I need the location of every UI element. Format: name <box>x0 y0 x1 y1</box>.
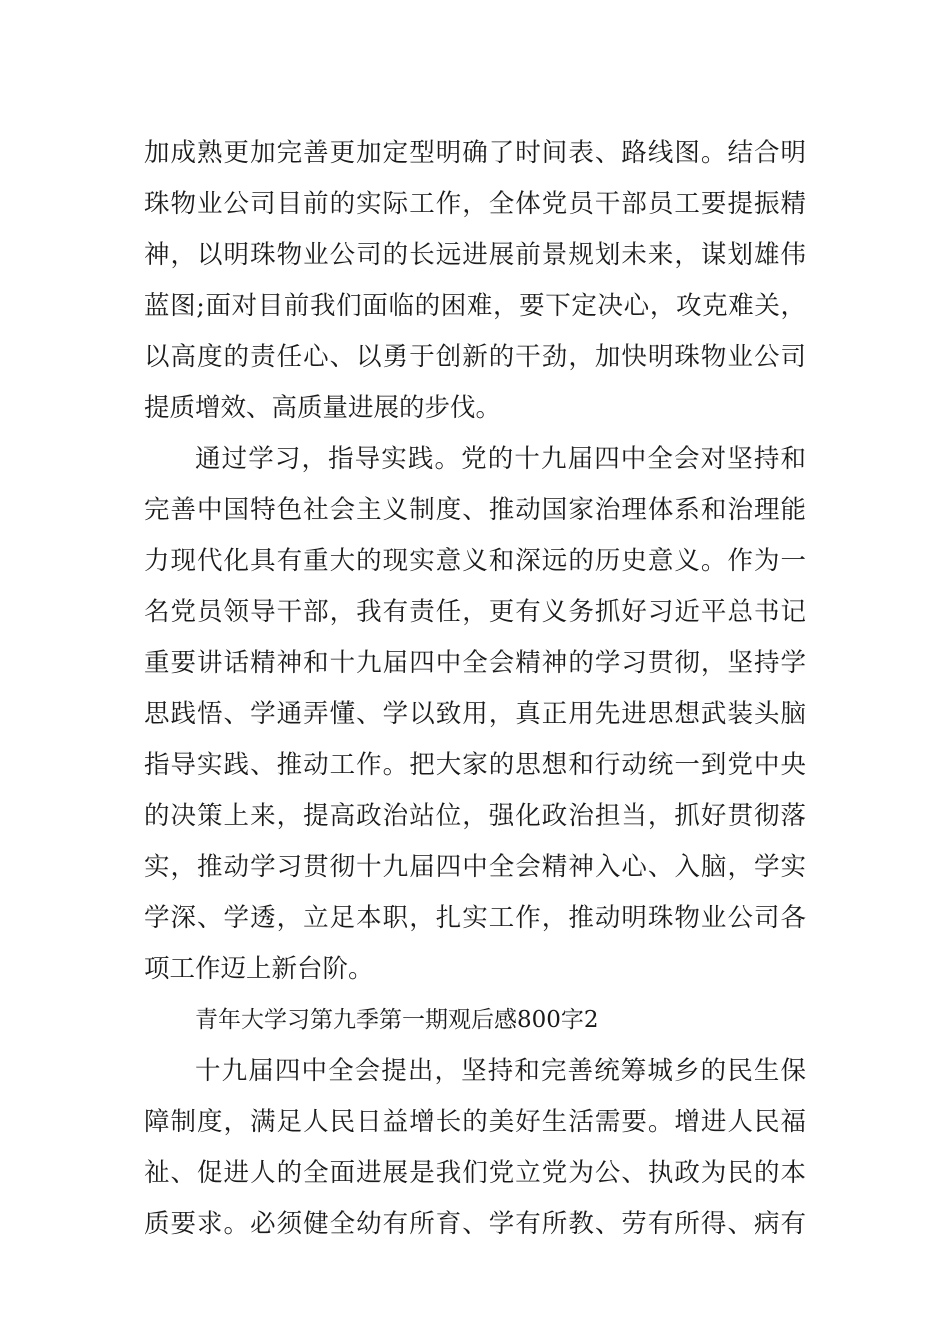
text-line: 思践悟、学通弄懂、学以致用，真正用先进思想武装头脑 <box>144 699 806 729</box>
text-line: 提质增效、高质量进展的步伐。 <box>144 393 502 423</box>
text-line: 珠物业公司目前的实际工作，全体党员干部员工要提振精 <box>144 189 806 219</box>
text-line: 项工作迈上新台阶。 <box>144 954 374 984</box>
section-heading: 青年大学习第九季第一期观后感800字2 <box>195 1007 599 1033</box>
text-line: 质要求。必须健全幼有所育、学有所教、劳有所得、病有 <box>144 1209 806 1239</box>
text-line: 指导实践、推动工作。把大家的思想和行动统一到党中央 <box>144 750 806 780</box>
paragraph-start-line: 十九届四中全会提出，坚持和完善统筹城乡的民生保 <box>195 1056 806 1086</box>
text-line: 神，以明珠物业公司的长远进展前景规划未来，谋划雄伟 <box>144 240 806 270</box>
text-line: 实，推动学习贯彻十九届四中全会精神入心、入脑，学实 <box>144 852 806 882</box>
text-line: 祉、促进人的全面进展是我们党立党为公、执政为民的本 <box>144 1158 806 1188</box>
document-body <box>144 128 806 1250</box>
text-line: 重要讲话精神和十九届四中全会精神的学习贯彻，坚持学 <box>144 648 806 678</box>
paragraph-start-line: 通过学习，指导实践。党的十九届四中全会对坚持和 <box>195 444 806 474</box>
text-line: 障制度，满足人民日益增长的美好生活需要。增进人民福 <box>144 1107 806 1137</box>
text-line: 蓝图;面对目前我们面临的困难，要下定决心，攻克难关， <box>144 291 806 321</box>
text-line: 力现代化具有重大的现实意义和深远的历史意义。作为一 <box>144 546 806 576</box>
text-line: 加成熟更加完善更加定型明确了时间表、路线图。结合明 <box>144 138 806 168</box>
text-line: 的决策上来，提高政治站位，强化政治担当，抓好贯彻落 <box>144 801 806 831</box>
text-line: 以高度的责任心、以勇于创新的干劲，加快明珠物业公司 <box>144 342 806 372</box>
text-line: 名党员领导干部，我有责任，更有义务抓好习近平总书记 <box>144 597 806 627</box>
text-line: 学深、学透，立足本职，扎实工作，推动明珠物业公司各 <box>144 903 806 933</box>
text-line: 完善中国特色社会主义制度、推动国家治理体系和治理能 <box>144 495 806 525</box>
